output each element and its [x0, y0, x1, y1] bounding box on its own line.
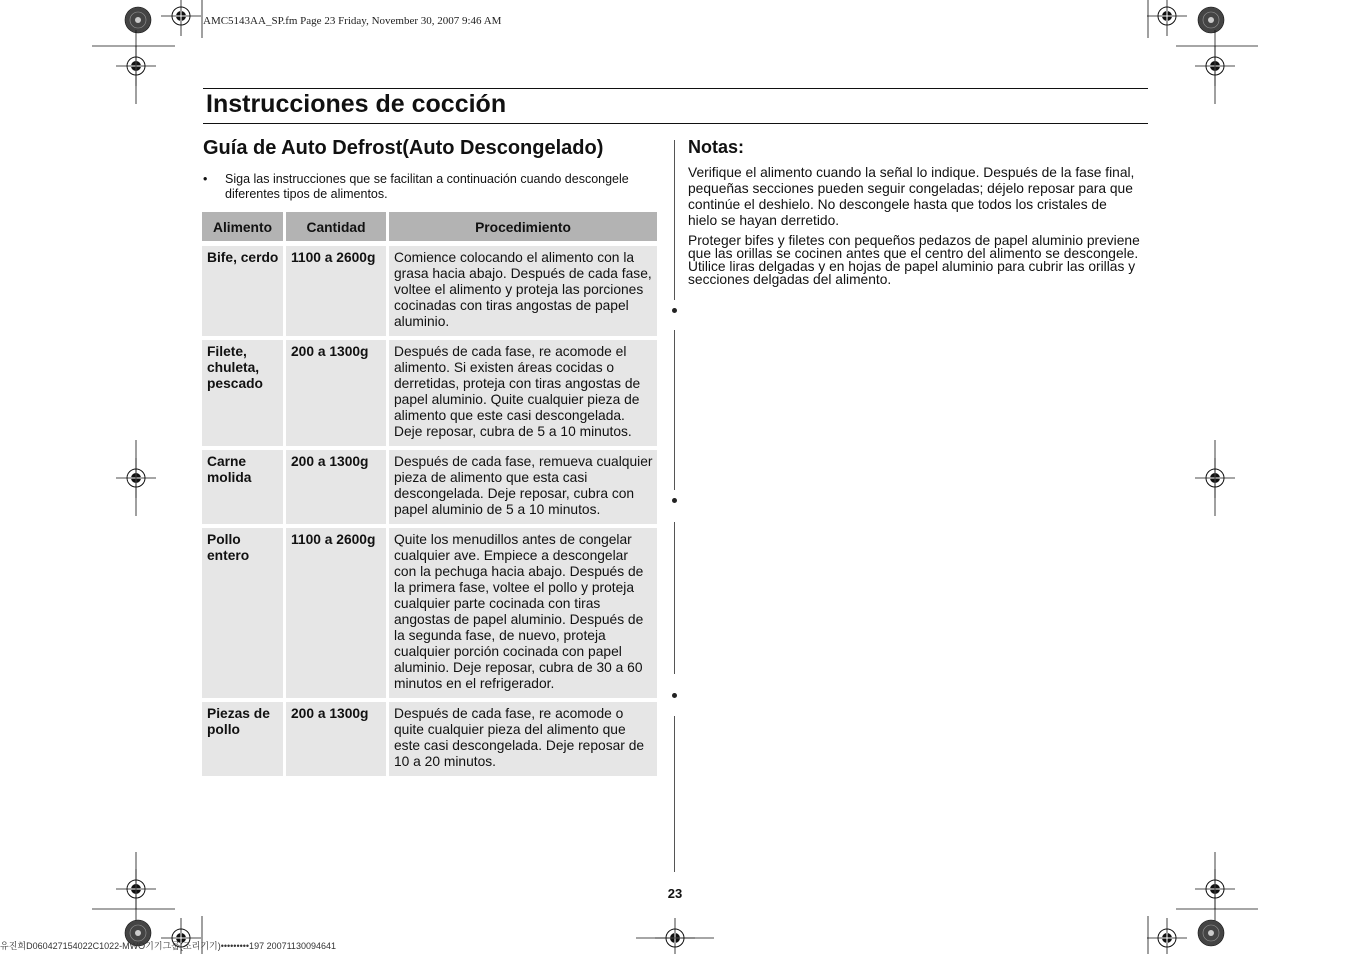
row-procedure: Comience colocando el alimento con la grasa hacia abajo. Después de cada fase, voltee el alimento y proteja las porciones cocinadas con tiras angostas de papel aluminio.: [389, 246, 657, 340]
table-header-row: [202, 212, 657, 246]
row-quantity: 200 a 1300g: [286, 450, 386, 528]
column-divider: [674, 140, 675, 300]
page-title: Instrucciones de cocción: [206, 90, 507, 118]
row-quantity: 1100 a 2600g: [286, 528, 386, 702]
row-procedure: Después de cada fase, re acomode o quite cualquier pieza del alimento que este casi descongelada. Deje reposar de 10 a 20 minutos.: [389, 702, 657, 780]
row-quantity: 200 a 1300g: [286, 340, 386, 450]
guide-title: Guía de Auto Defrost(Auto Descongelado): [203, 137, 604, 159]
column-divider: [674, 716, 675, 872]
header-quantity: Cantidad: [286, 212, 386, 246]
table-row: [202, 246, 657, 340]
footer-code: 유진희D060427154022C1022-MWO기기그룹(조리기기)•••••••••197 20071130094641: [0, 941, 336, 951]
table-row: [202, 340, 657, 450]
divider-dot: [672, 308, 677, 313]
bullet-text: Siga las instrucciones que se facilitan a continuación cuando descongele diferentes tipos de alimentos.: [225, 172, 629, 201]
column-divider: [674, 522, 675, 674]
defrost-table: [199, 212, 660, 780]
table-row: [202, 528, 657, 702]
row-procedure: Después de cada fase, re acomode el alimento. Si existen áreas cocidas o derretidas, proteja con tiras angostas de papel aluminio. Quite cualquier pieza de alimento que este casi descongelada. Deje reposar, cubra de 5 a 10 minutos.: [389, 340, 657, 450]
divider-dot: [672, 498, 677, 503]
notes-paragraph-2: Proteger bifes y filetes con pequeños pedazos de papel aluminio previene que las orillas se cocinen antes que el centro del alimento se descongele. Utilice liras delgadas y en hojas de papel aluminio para cubrir las orillas y secciones delgadas del alimento.: [688, 233, 1140, 287]
guide-bullet: [203, 172, 653, 202]
row-food: Pollo entero: [202, 528, 283, 702]
notes-title: Notas:: [688, 137, 745, 157]
table-row: [202, 702, 657, 780]
table-row: [202, 450, 657, 528]
row-quantity: 200 a 1300g: [286, 702, 386, 780]
header-procedure: Procedimiento: [389, 212, 657, 246]
row-food: Bife, cerdo: [202, 246, 283, 340]
page-number: 23: [667, 886, 683, 901]
row-food: Piezas de pollo: [202, 702, 283, 780]
header-food: Alimento: [202, 212, 283, 246]
file-info: AMC5143AA_SP.fm Page 23 Friday, November 30, 2007 9:46 AM: [203, 15, 502, 27]
row-quantity: 1100 a 2600g: [286, 246, 386, 340]
row-food: Carne molida: [202, 450, 283, 528]
notes-paragraph-1: Verifique el alimento cuando la señal lo indique. Después de la fase final, pequeñas secciones pueden seguir congeladas; déjelo reposar para que continúe el deshielo. No descongele hasta que todos los cristales de hielo se hayan derretido.: [688, 165, 1135, 228]
row-procedure: Quite los menudillos antes de congelar cualquier ave. Empiece a descongelar con la pechuga hacia abajo. Después de la primera fase, voltee el pollo y proteja cualquier parte cocinada con tiras angostas de papel aluminio. Después de la segunda fase, de nuevo, proteja cualquier porción cocinada con papel aluminio. Deje reposar, cubra de 30 a 60 minutos en el refrigerador.: [389, 528, 657, 702]
divider-dot: [672, 693, 677, 698]
bullet-dot: •: [203, 172, 208, 186]
row-procedure: Después de cada fase, remueva cualquier pieza de alimento que esta casi descongelada. Deje reposar, cubra con papel aluminio de 5 a 10 minutos.: [389, 450, 657, 528]
column-divider: [674, 330, 675, 490]
title-rule-top: [203, 88, 1148, 89]
row-food: Filete, chuleta, pescado: [202, 340, 283, 450]
title-rule-bottom: [203, 123, 1148, 124]
